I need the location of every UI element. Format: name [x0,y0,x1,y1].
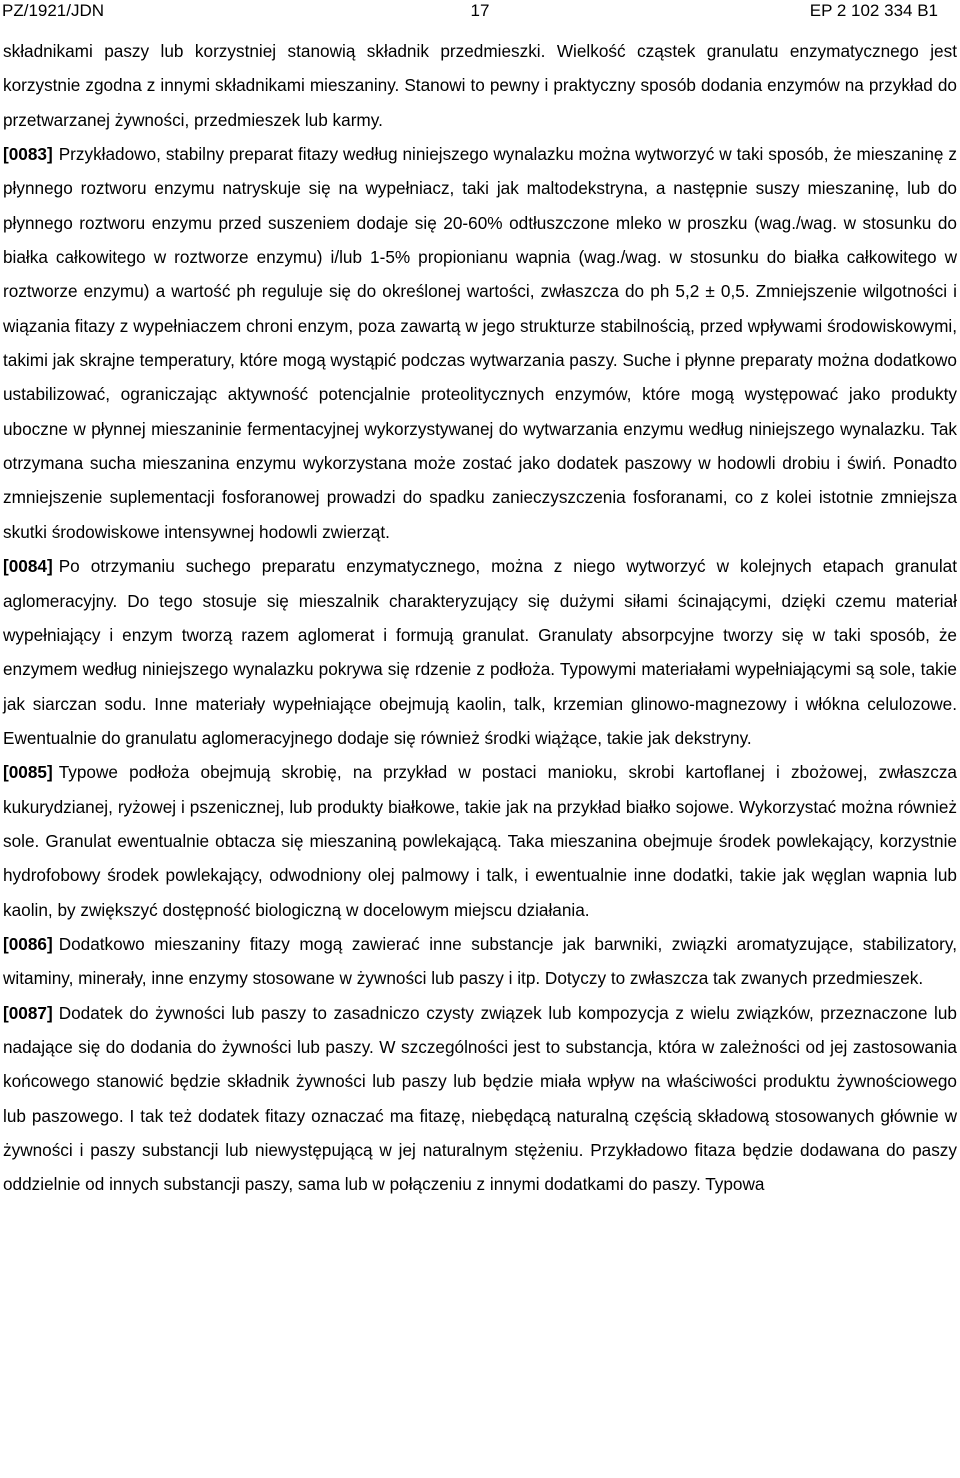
page-number: 17 [470,1,490,20]
paragraph-text: Dodatek do żywności lub paszy to zasadniczo czysty związek lub kompozycja z wielu związków, przeznaczone lub nadające się do dodania do żywności lub paszy. W szczególności jest to substancja, która w zależności od jej zastosowania końcowego stanowić będzie składnik żywności lub paszy lub będzie miała wpływ na właściwości produktu żywnościowego lub paszowego. I tak też dodatek fitazy oznaczać ma fitazę, niebędącą naturalną częścią składową stosowanych głównie w żywności i paszy substancji lub niewystępującą w jej naturalnym stężeniu. Przykładowo fitaza będzie dodawana do paszy oddzielnie od innych substancji paszy, sama lub w połączeniu z innymi dodatkami do paszy. Typowa [3,1002,957,1195]
paragraph-0085 [3,755,957,927]
paragraph-text: Po otrzymaniu suchego preparatu enzymatycznego, można z niego wytworzyć w kolejnych etapach granulat aglomeracyjny. Do tego stosuje się mieszalnik charakteryzujący się dużymi siłami ścinającymi, dzięki czemu materiał wypełniający i enzym tworzą razem aglomerat i formują granulat. Granulaty absorpcyjne tworzy się w taki sposób, że enzymem według niniejszego wynalazku pokrywa się rdzenie z podłoża. Typowymi materiałami wypełniającymi są sole, takie jak siarczan sodu. Inne materiały wypełniające obejmują kaolin, talk, krzemian glinowo-magnezowy i włókna celulozowe. Ewentualnie do granulatu aglomeracyjnego dodaje się również środki wiążące, takie jak dekstryny. [3,556,957,748]
page-header [0,0,960,24]
intro-paragraph: składnikami paszy lub korzystniej stanowią składnik przedmieszki. Wielkość cząstek granulatu enzymatycznego jest korzystnie zgodna z innymi składnikami mieszaniny. Stanowi to pewny i praktyczny sposób dodania enzymów na przykład do przetwarzanej żywności, przedmieszek lub karmy. [3,41,957,130]
paragraph-number: [0084] [3,556,53,577]
paragraph-0084 [3,549,957,755]
paragraph-number: [0086] [3,933,53,954]
paragraph-number: [0087] [3,1002,53,1023]
paragraph-number: [0085] [3,762,53,783]
paragraph-text: Przykładowo, stabilny preparat fitazy według niniejszego wynalazku można wytworzyć w taki sposób, że mieszaninę z płynnego roztworu enzymu natryskuje się na wypełniacz, taki jak maltodekstryna, a następnie suszy mieszaninę, lub do płynnego roztworu enzymu przed suszeniem dodaje się 20-60% odtłuszczone mleko w proszku (wag./wag. w stosunku do białka całkowitego w roztworze enzymu) i/lub 1-5% propionianu wapnia (wag./wag. w stosunku do białka całkowitego w roztworze enzymu) a wartość ph reguluje się do określonej wartości, zwłaszcza do ph 5,2 ± 0,5. Zmniejszenie wilgotności i wiązania fitazy z wypełniaczem chroni enzym, poza zawartą w jego strukturze stabilnością, przed wpływami środowiskowymi, takimi jak skrajne temperatury, które mogą wystąpić podczas wytwarzania paszy. Suche i płynne preparaty można dodatkowo ustabilizować, ograniczając aktywność potencjalnie proteolitycznych enzymów, które mogą występować jako produkty uboczne w płynnej mieszaninie fermentacyjnej wykorzystywanej do wytwarzania enzymu według niniejszego wynalazku. Tak otrzymana sucha mieszanina enzymu wykorzystana może zostać jako dodatek paszowy w hodowli drobiu i świń. Ponadto zmniejszenie suplementacji fosforanowej prowadzi do spadku zanieczyszczenia fosforanami, co z kolei istotnie zmniejsza skutki środowiskowe intensywnej hodowli zwierząt. [3,144,957,542]
patent-number: EP 2 102 334 B1 [809,1,938,20]
document-reference: PZ/1921/JDN [2,1,105,20]
paragraph-number: [0083] [3,144,53,165]
paragraph-0083 [3,137,957,549]
paragraph-0087 [3,996,957,1202]
paragraph-text: Dodatkowo mieszaniny fitazy mogą zawierać inne substancje jak barwniki, związki aromatyzujące, stabilizatory, witaminy, minerały, inne enzymy stosowane w żywności lub paszy i itp. Dotyczy to zwłaszcza tak zwanych przedmieszek. [3,933,957,989]
document-body [3,34,957,1202]
paragraph-0086 [3,927,957,996]
paragraph-text: Typowe podłoża obejmują skrobię, na przykład w postaci manioku, skrobi kartoflanej i zbożowej, zwłaszcza kukurydzianej, ryżowej i pszenicznej, lub produkty białkowe, takie jak na przykład białko sojowe. Wykorzystać można również sole. Granulat ewentualnie obtacza się mieszaniną powlekającą. Taka mieszanina obejmuje środek powlekający, korzystnie hydrofobowy środek powlekający, odwodniony olej palmowy i talk, i ewentualnie inne dodatki, takie jak węglan wapnia lub kaolin, by zwiększyć dostępność biologiczną w docelowym miejscu działania. [3,762,957,920]
